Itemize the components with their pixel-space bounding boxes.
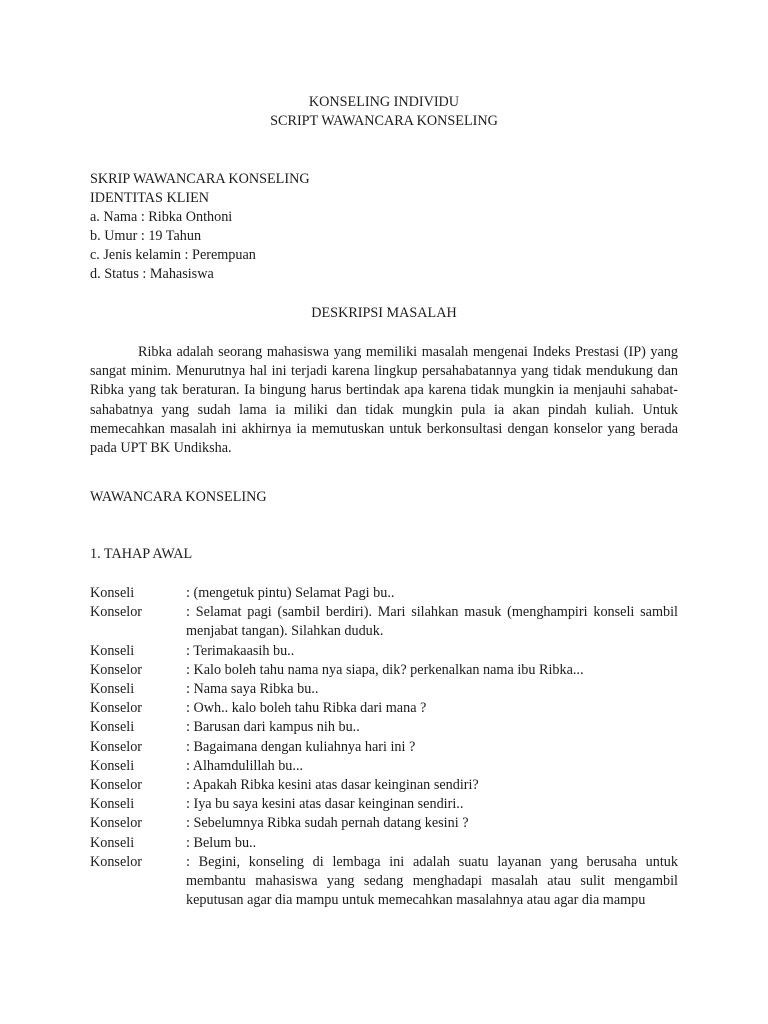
problem-description: Ribka adalah seorang mahasiswa yang memiliki masalah mengenai Indeks Prestasi (IP) yang sangat minim. Menurutnya hal ini terjadi karena lingkup persahabatannya yang tidak mendukung dan Ribka yang tak beraturan. Ia bingung harus bertindak apa karena tidak mungkin ia menjauhi sahabat-sahabatnya yang sudah lama ia miliki dan tidak mungkin pula ia akan pindah kuliah. Untuk memecahkan masalah ini akhirnya ia memutuskan untuk berkonsultasi dengan konselor yang berada pada UPT BK Undiksha. <box>90 344 678 457</box>
identity-heading: SKRIP WAWANCARA KONSELING <box>90 171 310 187</box>
dialogue-line <box>90 661 678 680</box>
dialogue-list <box>90 584 678 910</box>
client-status: d. Status : Mahasiswa <box>90 266 214 282</box>
problem-heading: DESKRIPSI MASALAH <box>311 305 457 321</box>
client-name: a. Nama : Ribka Onthoni <box>90 209 233 225</box>
dialogue-text: : Terimakaasih bu.. <box>186 642 295 659</box>
dialogue-line <box>90 738 678 757</box>
dialogue-line <box>90 853 678 911</box>
dialogue-line <box>90 642 678 661</box>
dialogue-text: : Belum bu.. <box>186 834 257 851</box>
interview-heading: WAWANCARA KONSELING <box>90 489 267 505</box>
client-age: b. Umur : 19 Tahun <box>90 228 202 244</box>
dialogue-text: : Apakah Ribka kesini atas dasar keinginan sendiri? <box>186 777 479 794</box>
speaker-label: Konselor <box>90 777 143 794</box>
dialogue-text: : Selamat pagi (sambil berdiri). Mari silahkan masuk (menghampiri konseli sambil menjabat tangan). Silahkan duduk. <box>186 604 678 640</box>
dialogue-text: : (mengetuk pintu) Selamat Pagi bu.. <box>186 585 395 601</box>
dialogue-line <box>90 718 678 737</box>
speaker-label: Konseli <box>90 642 135 659</box>
dialogue-line <box>90 814 678 833</box>
document-subtitle: SCRIPT WAWANCARA KONSELING <box>270 113 498 129</box>
dialogue-line <box>90 834 678 853</box>
dialogue-line <box>90 776 678 795</box>
speaker-label: Konselor <box>90 700 143 717</box>
identity-subheading: IDENTITAS KLIEN <box>90 190 210 206</box>
dialogue-line <box>90 795 678 814</box>
dialogue-text: : Begini, konseling di lembaga ini adalah suatu layanan yang berusaha untuk membantu mahasiswa yang sedang menghadapi masalah atau sulit mengambil keputusan agar dia mampu untuk memecahkan masalahnya atau agar dia mampu <box>186 853 678 909</box>
document-title: KONSELING INDIVIDU <box>308 94 460 110</box>
speaker-label: Konseli <box>90 796 135 813</box>
speaker-label: Konselor <box>90 853 143 870</box>
dialogue-line <box>90 584 678 603</box>
stage-heading: 1. TAHAP AWAL <box>90 546 193 562</box>
speaker-label: Konselor <box>90 661 143 678</box>
dialogue-line <box>90 680 678 699</box>
speaker-label: Konseli <box>90 834 135 851</box>
dialogue-text: : Alhamdulillah bu... <box>186 757 304 774</box>
dialogue-text: : Barusan dari kampus nih bu.. <box>186 719 360 736</box>
speaker-label: Konseli <box>90 681 135 698</box>
speaker-label: Konselor <box>90 604 143 621</box>
dialogue-text: : Kalo boleh tahu nama nya siapa, dik? perkenalkan nama ibu Ribka... <box>186 661 584 678</box>
dialogue-text: : Nama saya Ribka bu.. <box>186 681 319 698</box>
speaker-label: Konseli <box>90 719 135 736</box>
speaker-label: Konseli <box>90 585 135 601</box>
dialogue-line <box>90 757 678 776</box>
client-gender: c. Jenis kelamin : Perempuan <box>90 247 256 263</box>
dialogue-text: : Sebelumnya Ribka sudah pernah datang kesini ? <box>186 815 469 832</box>
dialogue-text: : Iya bu saya kesini atas dasar keinginan sendiri.. <box>186 796 464 813</box>
speaker-label: Konselor <box>90 738 143 755</box>
dialogue-line <box>90 603 678 641</box>
dialogue-line <box>90 699 678 718</box>
dialogue-text: : Bagaimana dengan kuliahnya hari ini ? <box>186 738 416 755</box>
speaker-label: Konseli <box>90 757 135 774</box>
speaker-label: Konselor <box>90 815 143 832</box>
dialogue-text: : Owh.. kalo boleh tahu Ribka dari mana ? <box>186 700 427 717</box>
